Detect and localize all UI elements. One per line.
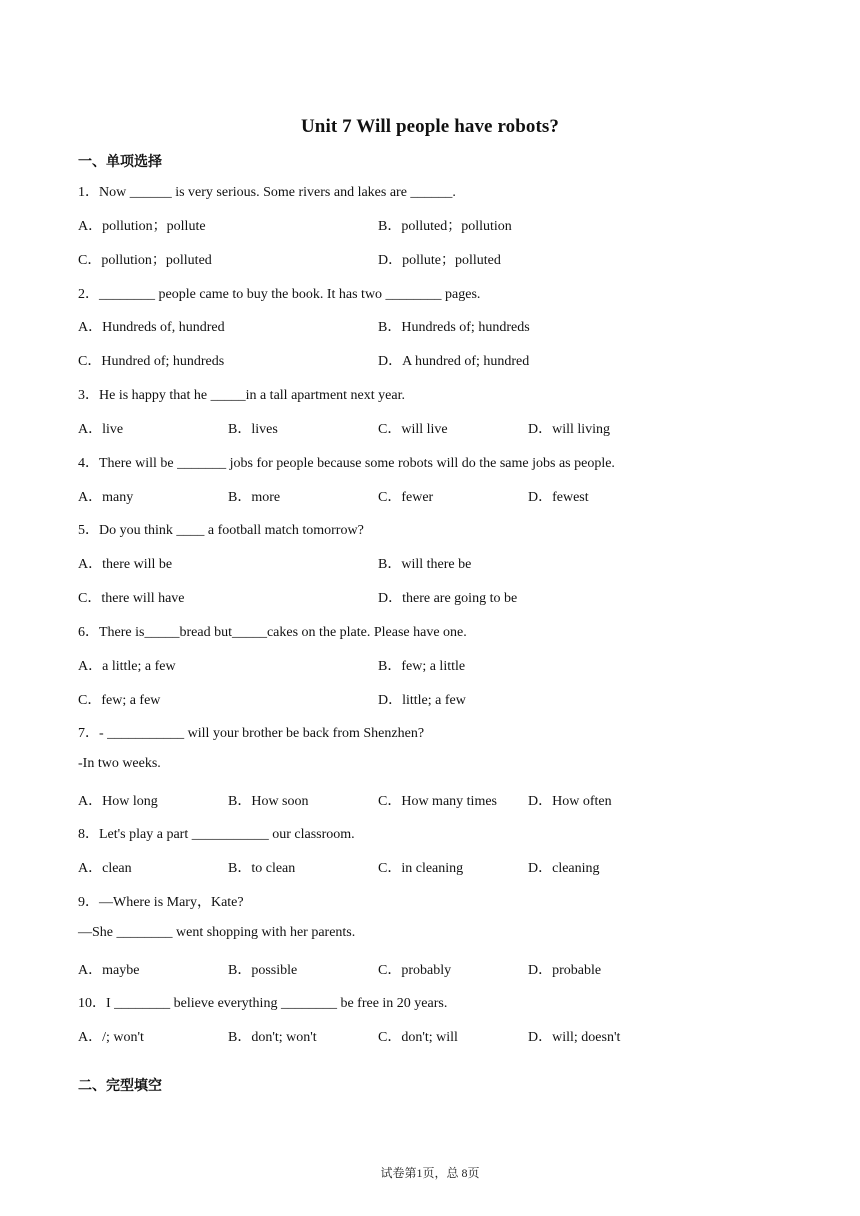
question-stem-reply: —She ________ went shopping with her parents. [78, 925, 356, 940]
option-c: C．there will have [78, 591, 185, 606]
options-row [78, 959, 778, 979]
question-stem: 9．—Where is Mary，Kate? [78, 895, 244, 910]
question-stem: 4．There will be _______ jobs for people because some robots will do the same jobs as people. [78, 456, 615, 471]
options-row [78, 1026, 778, 1046]
option-d: D．How often [528, 794, 612, 809]
option-a: A．pollution；pollute [78, 219, 206, 234]
option-b: B．to clean [228, 861, 296, 876]
option-b: B．will there be [378, 557, 472, 572]
option-b: B．more [228, 490, 281, 505]
option-c: C．fewer [378, 490, 434, 505]
question-stem: 8．Let's play a part ___________ our classroom. [78, 827, 355, 842]
section-heading-single-choice: 一、单项选择 [78, 154, 162, 170]
option-b: B．lives [228, 422, 278, 437]
option-b: B．possible [228, 963, 298, 978]
options-row [78, 350, 778, 370]
question-stem: 5．Do you think ____ a football match tomorrow? [78, 523, 364, 538]
option-c: C．probably [378, 963, 452, 978]
option-d: D．probable [528, 963, 602, 978]
option-c: C．pollution；polluted [78, 253, 212, 268]
option-b: B．polluted；pollution [378, 219, 512, 234]
option-d: D．will; doesn't [528, 1030, 621, 1045]
option-a: A．clean [78, 861, 132, 876]
options-row [78, 316, 778, 336]
option-c: C．Hundred of; hundreds [78, 354, 225, 369]
page-footer: 试卷第1页，总 8页 [380, 1166, 480, 1180]
option-a: A．a little; a few [78, 659, 176, 674]
options-row [78, 486, 778, 506]
options-row [78, 857, 778, 877]
option-d: D．little; a few [378, 693, 466, 708]
option-a: A．live [78, 422, 124, 437]
option-b: B．Hundreds of; hundreds [378, 320, 530, 335]
option-a: A．there will be [78, 557, 173, 572]
page-title: Unit 7 Will people have robots? [300, 116, 560, 137]
option-c: C．in cleaning [378, 861, 464, 876]
option-c: C．few; a few [78, 693, 161, 708]
options-row [78, 587, 778, 607]
question-stem-reply: -In two weeks. [78, 756, 161, 771]
option-c: C．will live [378, 422, 448, 437]
section-heading-cloze: 二、完型填空 [78, 1078, 162, 1094]
question-stem: 1．Now ______ is very serious. Some rivers and lakes are ______. [78, 185, 456, 200]
option-b: B．How soon [228, 794, 309, 809]
option-d: D．pollute；polluted [378, 253, 501, 268]
question-stem: 6．There is_____bread but_____cakes on the plate. Please have one. [78, 625, 467, 640]
options-row [78, 418, 778, 438]
question-stem: 3．He is happy that he _____in a tall apartment next year. [78, 388, 405, 403]
options-row [78, 215, 778, 235]
options-row [78, 790, 778, 810]
options-row [78, 655, 778, 675]
option-c: C．How many times [378, 794, 497, 809]
option-a: A．/; won't [78, 1030, 144, 1045]
option-d: D．cleaning [528, 861, 600, 876]
option-d: D．will living [528, 422, 611, 437]
options-row [78, 249, 778, 269]
option-c: C．don't; will [378, 1030, 458, 1045]
option-d: D．fewest [528, 490, 589, 505]
question-stem: 2．________ people came to buy the book. It has two ________ pages. [78, 287, 481, 302]
option-b: B．don't; won't [228, 1030, 317, 1045]
option-d: D．A hundred of; hundred [378, 354, 530, 369]
option-a: A．Hundreds of, hundred [78, 320, 225, 335]
option-b: B．few; a little [378, 659, 466, 674]
option-a: A．many [78, 490, 134, 505]
options-row [78, 553, 778, 573]
question-stem: 10．I ________ believe everything ________ be free in 20 years. [78, 996, 448, 1011]
options-row [78, 689, 778, 709]
option-a: A．maybe [78, 963, 140, 978]
option-d: D．there are going to be [378, 591, 518, 606]
question-stem: 7．- ___________ will your brother be back from Shenzhen? [78, 726, 425, 741]
option-a: A．How long [78, 794, 158, 809]
